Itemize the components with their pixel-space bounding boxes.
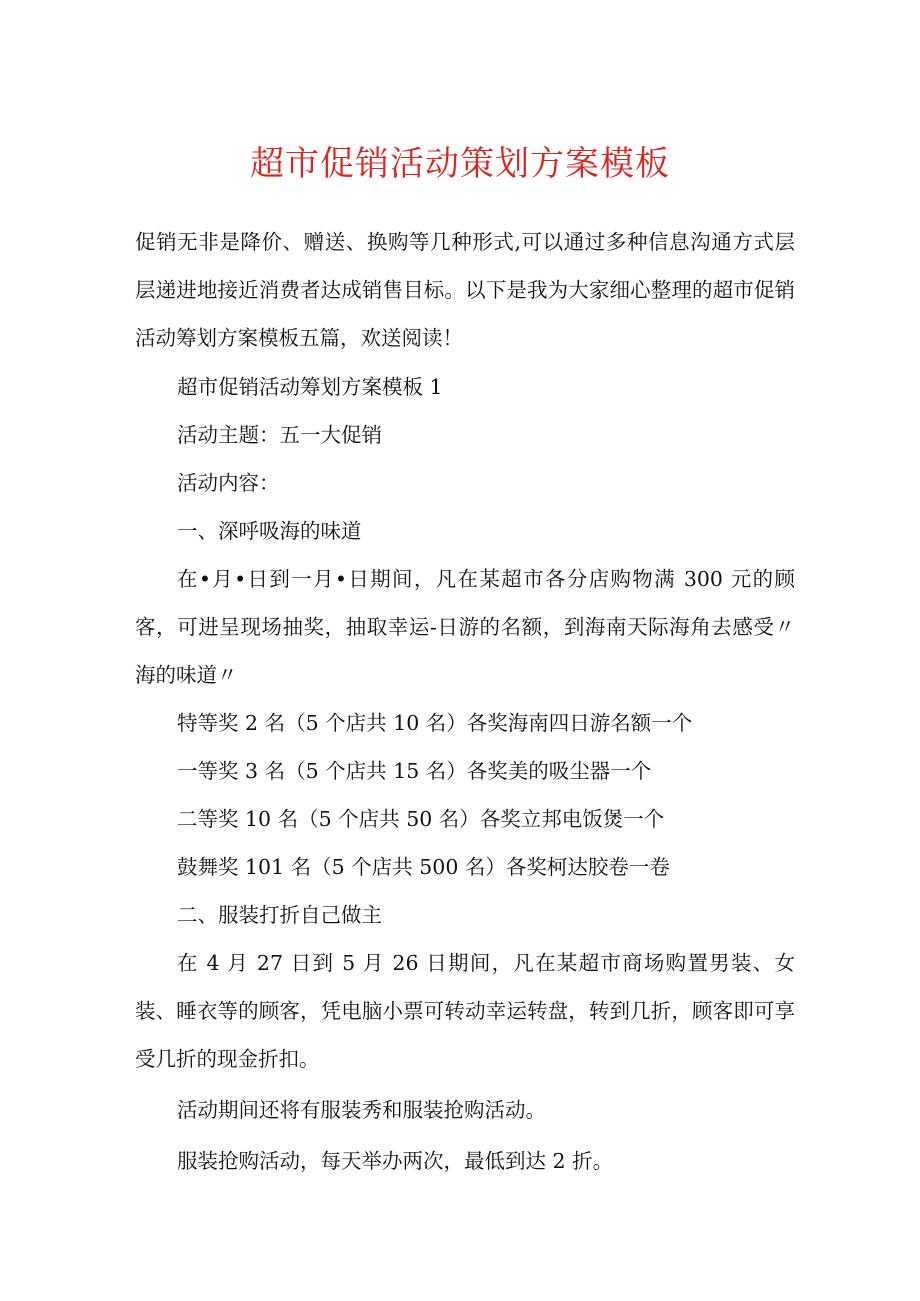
prize-second: 二等奖 10 名（5 个店共 50 名）各奖立邦电饭煲一个 bbox=[177, 807, 665, 831]
document-body bbox=[135, 363, 795, 1185]
activity-content-label: 活动内容： bbox=[177, 471, 280, 495]
subheading-sea-taste: 一、深呼吸海的味道 bbox=[177, 519, 362, 543]
flash-sale-paragraph: 服装抢购活动，每天举办两次，最低到达 2 折。 bbox=[177, 1149, 614, 1173]
section-heading-template-1: 超市促销活动筹划方案模板 1 bbox=[177, 375, 443, 399]
lottery-paragraph: 在•月•日到一月•日期间，凡在某超市各分店购物满 300 元的顾客，可进呈现场抽奖，抽取幸运-日游的名额，到海南天际海角去感受〃海的味道〃 bbox=[135, 567, 795, 687]
fashion-show-paragraph: 活动期间还将有服装秀和服装抢购活动。 bbox=[177, 1098, 546, 1122]
activity-theme: 活动主题：五一大促销 bbox=[177, 423, 382, 447]
subheading-clothing-discount: 二、服装打折自己做主 bbox=[177, 903, 382, 927]
prize-first: 一等奖 3 名（5 个店共 15 名）各奖美的吸尘器一个 bbox=[177, 759, 652, 783]
clothing-discount-paragraph: 在 4 月 27 日到 5 月 26 日期间，凡在某超市商场购置男装、女装、睡衣等的顾客，凭电脑小票可转动幸运转盘，转到几折，顾客即可享受几折的现金折扣。 bbox=[135, 951, 795, 1071]
document-title: 超市促销活动策划方案模板 bbox=[250, 144, 670, 184]
intro-paragraph: 促销无非是降价、赠送、换购等几种形式,可以通过多种信息沟通方式层层递进地接近消费者达成销售目标。以下是我为大家细心整理的超市促销活动筹划方案模板五篇，欢送阅读！ bbox=[135, 230, 795, 350]
prize-encouragement: 鼓舞奖 101 名（5 个店共 500 名）各奖柯达胶卷一卷 bbox=[177, 855, 670, 879]
prize-special: 特等奖 2 名（5 个店共 10 名）各奖海南四日游名额一个 bbox=[177, 711, 693, 735]
